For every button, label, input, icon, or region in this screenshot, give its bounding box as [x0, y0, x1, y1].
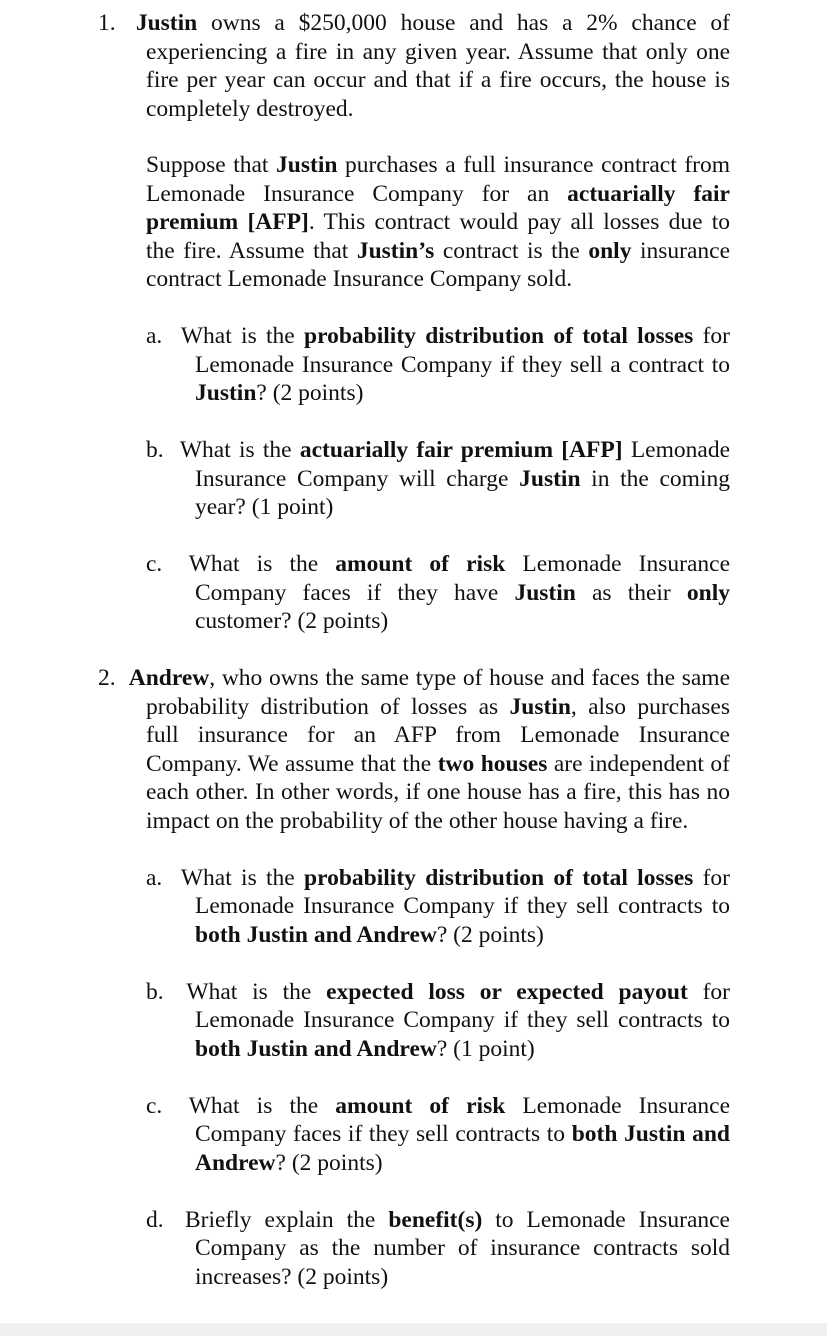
question-number: 1.: [98, 10, 116, 36]
question-2-part-c: c. What is the amount of risk Lemonade Insurance Company faces if they sell contracts to both Justin and Andrew? (2 points): [146, 1092, 731, 1176]
question-number: 2.: [98, 665, 116, 691]
question-2-part-a: a. What is the probability distribution of total losses for Lemonade Insurance Company if they sell contracts to both Justin and Andrew? (2 points): [146, 864, 731, 948]
question-1-part-b: b. What is the actuarially fair premium [AFP] Lemonade Insurance Company will charge Justin in the coming year? (1 point): [146, 437, 731, 520]
question-2-part-b: b. What is the expected loss or expected payout for Lemonade Insurance Company if they sell contracts to both Justin and Andrew? (1 point): [146, 978, 730, 1062]
question-1-intro: 1. Justin owns a $250,000 house and has a 2% chance of experiencing a fire in any given year. Assume that only one fire per year can occur and that if a fire occurs, the house is completely destroyed.: [98, 10, 731, 122]
question-1-part-a: a. What is the probability distribution of total losses for Lemonade Insurance Company if they sell a contract to Justin? (2 points): [146, 323, 731, 406]
part-letter: b.: [146, 978, 164, 1005]
part-letter: a.: [146, 323, 163, 349]
question-1: [98, 9, 730, 636]
part-letter: a.: [146, 864, 163, 891]
question-2: [98, 664, 730, 1291]
question-1-scenario: Suppose that Justin purchases a full insurance contract from Lemonade Insurance Company for an actuarially fair premium [AFP]. This contract would pay all losses due to the fire. Assume that Justin’s contract is the only insurance contract Lemonade Insurance Company sold.: [146, 152, 731, 292]
part-letter: d.: [146, 1206, 164, 1233]
question-2-intro: 2. Andrew, who owns the same type of house and faces the same probability distribution of losses as Justin, also purchases full insurance for an AFP from Lemonade Insurance Company. We assume that the two houses are independent of each other. In other words, if one house has a fire, this has no impact on the probability of the other house having a fire.: [98, 665, 731, 834]
part-letter: b.: [146, 437, 164, 463]
part-letter: c.: [146, 1092, 163, 1119]
part-letter: c.: [146, 551, 163, 577]
question-1-part-c: c. What is the amount of risk Lemonade Insurance Company faces if they have Justin as their only customer? (2 points): [146, 551, 731, 634]
footer-strip: [0, 1323, 827, 1336]
question-2-part-d: d. Briefly explain the benefit(s) to Lemonade Insurance Company as the number of insurance contracts sold increases? (2 points): [146, 1206, 730, 1290]
